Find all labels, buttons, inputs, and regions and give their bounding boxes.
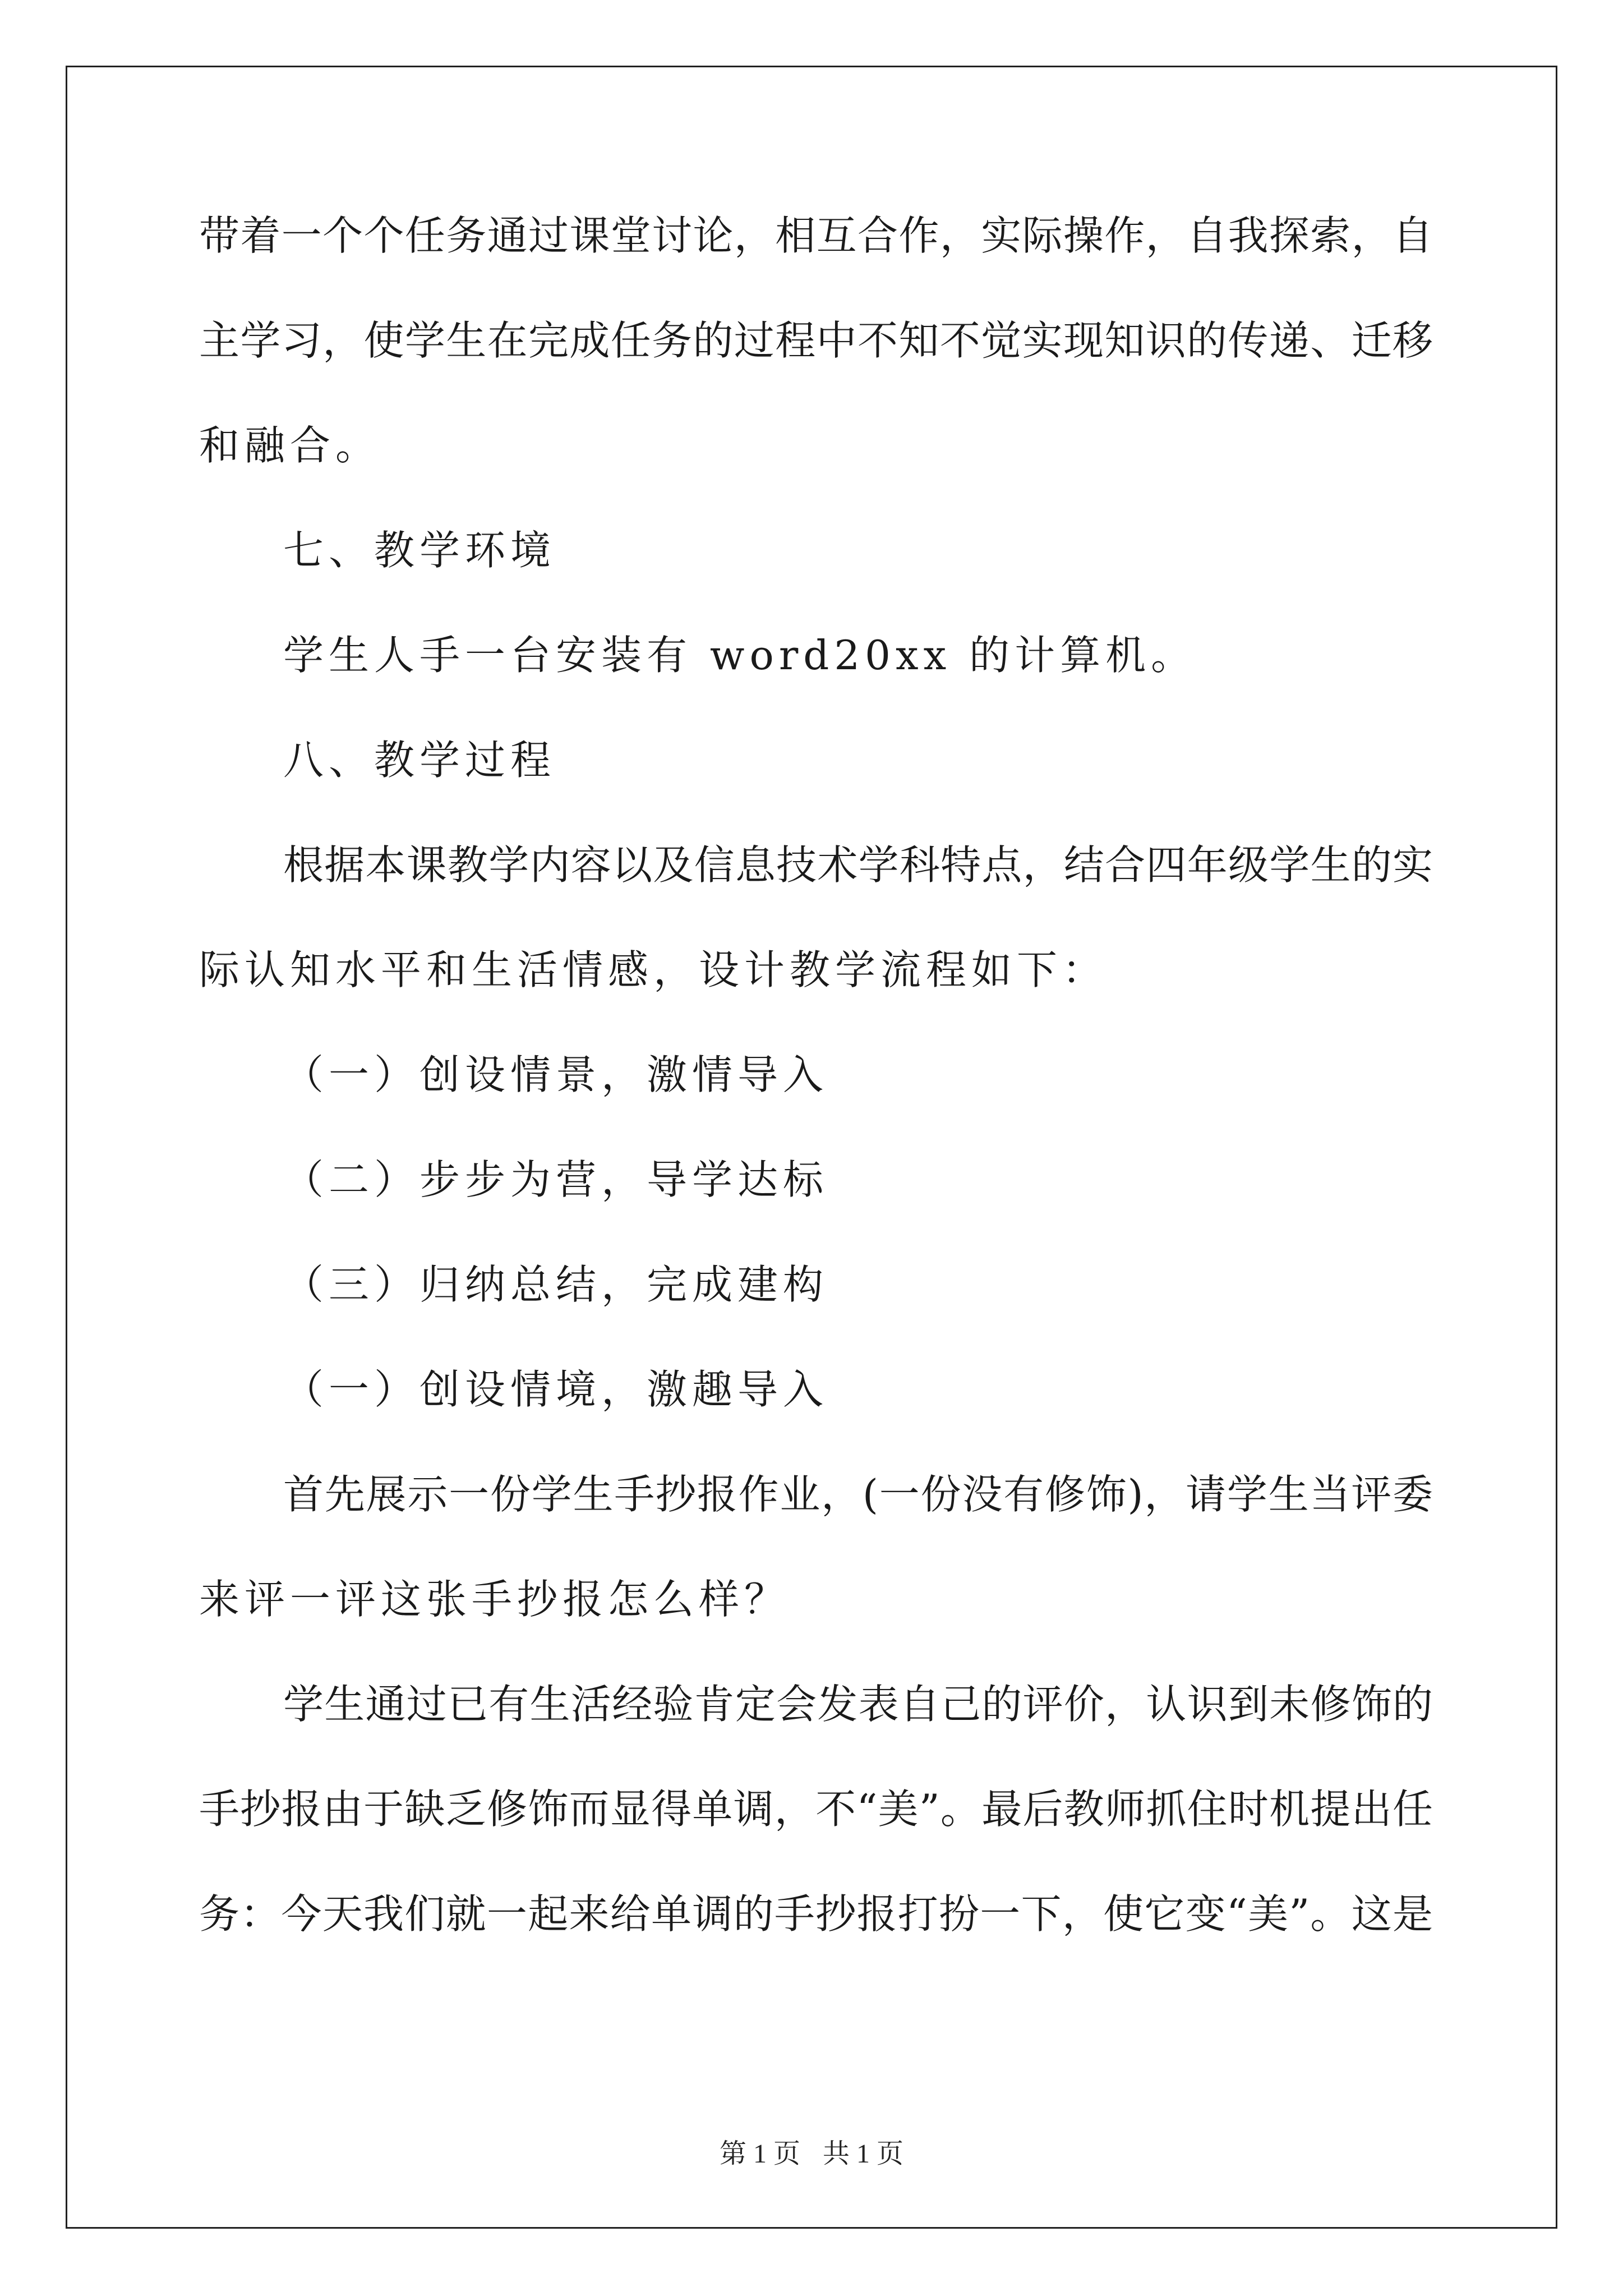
list-item: （二）步步为营，导学达标 xyxy=(283,1156,829,1203)
paragraph-line: 和融合。 xyxy=(199,422,381,469)
paragraph-line: 手抄报由于缺乏修饰而显得单调，不“美”。最后教师抓住时机提出任 xyxy=(199,1786,1433,1833)
paragraph-line: 首先展示一份学生手抄报作业，(一份没有修饰)，请学生当评委 xyxy=(283,1471,1433,1518)
paragraph-line: 务：今天我们就一起来给单调的手抄报打扮一下，使它变“美”。这是 xyxy=(199,1890,1433,1938)
section-heading: 七、教学环境 xyxy=(283,527,556,574)
paragraph-line: 主学习，使学生在完成任务的过程中不知不觉实现知识的传递、迁移 xyxy=(199,317,1433,364)
paragraph-line: 带着一个个任务通过课堂讨论，相互合作，实际操作，自我探索，自 xyxy=(199,212,1433,259)
section-heading: 八、教学过程 xyxy=(283,737,556,784)
page-number-total: 共 1 页 xyxy=(823,2139,904,2169)
paragraph-line: 际认知水平和生活情感，设计教学流程如下： xyxy=(199,946,1108,993)
subsection-heading: （一）创设情境，激趣导入 xyxy=(283,1366,829,1413)
document-body xyxy=(199,213,1433,1996)
page-footer xyxy=(0,2138,1623,2170)
list-item: （一）创设情景，激情导入 xyxy=(283,1051,829,1098)
list-item: （三）归纳总结，完成建构 xyxy=(283,1261,829,1308)
paragraph-line: 学生通过已有生活经验肯定会发表自己的评价，认识到未修饰的 xyxy=(283,1681,1433,1728)
paragraph-line: 根据本课教学内容以及信息技术学科特点，结合四年级学生的实 xyxy=(283,841,1433,889)
paragraph-line: 来评一评这张手抄报怎么样？ xyxy=(199,1576,790,1623)
page-number-current: 第 1 页 xyxy=(719,2139,800,2169)
paragraph-line: 学生人手一台安装有 word20xx 的计算机。 xyxy=(283,632,1197,679)
